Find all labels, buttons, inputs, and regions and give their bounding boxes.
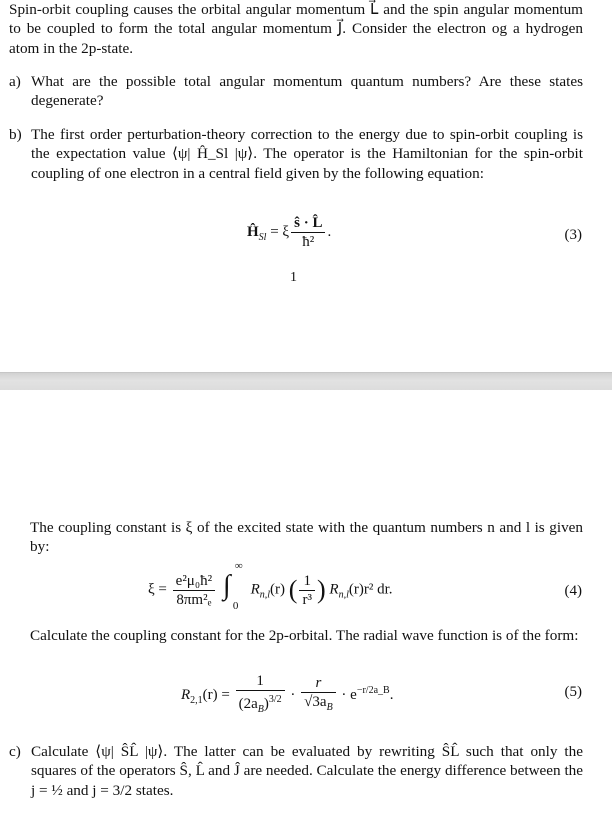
integral-sign: ∫ [222, 570, 231, 601]
eq5-fraction-2-numerator: r [301, 674, 336, 693]
page-2 [0, 390, 612, 813]
eq5-lhs-arg: (r) = [202, 686, 230, 703]
page-number: 1 [290, 270, 297, 285]
equation-5 [181, 672, 393, 719]
eq5-exponent: −r/2a_B [356, 684, 390, 696]
eq5-dot-1: · [290, 686, 296, 703]
eq4-prefactor-denominator: 8πm²ₑ [176, 591, 212, 608]
equation-4: ξ = $\frac{\text{e²μ₀ħ²}}{\text{8πm²ₑ}}$ ∫ ∞ 0 $R_{n,l}(r)$ ( $\frac{1}{\text{r³}}$ ) $R_{n,l}(r)r^2$ dr. [148, 560, 393, 612]
eq5-fraction-2-denominator: $√3a_B$ [304, 694, 333, 713]
eq3-fraction [291, 214, 325, 251]
eq4-radial-2-arg: (r)r² dr. [348, 581, 393, 598]
question-b-label: b) [9, 126, 22, 143]
eq4-radial-1-arg: (r) [270, 581, 286, 598]
eq4-inverse-cube [299, 572, 315, 609]
question-b-text: The first order perturbation-theory correction to the energy due to spin-orbit coupling is the expectation value ⟨ψ| Ĥ_Sl |ψ⟩. The operator is the Hamiltonian for the spin-orbit coupling of one electron in a central field given by the following equation: [31, 126, 583, 182]
eq5-lhs: R [181, 686, 191, 703]
eq4-prefactor-numerator: e²μ₀ħ² [173, 572, 215, 591]
integral-upper-limit: ∞ [234, 560, 243, 572]
question-c [9, 742, 583, 800]
eq3-lhs: Ĥ [247, 223, 259, 240]
eq5-fraction-1-numerator: 1 [236, 672, 285, 691]
eq3-numerator: ŝ · L̂ [291, 214, 325, 233]
eq4-radial-2-sub: n,l [338, 589, 349, 601]
eq5-fraction-1-denominator: $(2a_B)^{3/2}$ [238, 694, 282, 715]
eq5-lhs-sub: 2,1 [190, 694, 203, 706]
calc-paragraph: Calculate the coupling constant for the 2p-orbital. The radial wave function is of the form: [30, 627, 579, 644]
eq4-lhs: ξ = [148, 581, 167, 598]
equation-3 [247, 214, 331, 251]
question-a-text: What are the possible total angular momentum quantum numbers? Are these states degenerate? [31, 73, 583, 110]
eq3-denominator: ħ² [302, 234, 315, 250]
eq3-equals: = ξ [266, 223, 290, 240]
eq4-integral [221, 560, 247, 612]
eq3-period: . [327, 223, 332, 240]
question-a [9, 72, 583, 111]
question-c-label: c) [9, 743, 21, 760]
eq4-radial-1-sub: n,l [259, 589, 271, 601]
equation-4-number: (4) [564, 583, 582, 599]
eq4-prefactor [173, 572, 215, 609]
question-a-label: a) [9, 73, 21, 90]
eq4-radial-1: R [250, 581, 260, 598]
eq4-radial-2: R [329, 581, 339, 598]
page-1 [0, 0, 612, 372]
eq5-exponential: · e [341, 686, 357, 703]
coupling-paragraph: The coupling constant is ξ of the excited state with the quantum numbers n and l is given by: [30, 519, 583, 556]
eq5-period: . [389, 686, 394, 703]
eq3-lhs-sub: Sl [258, 231, 267, 243]
equation-5-number: (5) [564, 684, 582, 700]
eq5-fraction-2 [301, 674, 336, 717]
equation-3-number: (3) [564, 227, 582, 243]
question-c-text: Calculate ⟨ψ| ŜL̂ |ψ⟩. The latter can be evaluated by rewriting ŜL̂ such that only the squares of the operators Ŝ, L̂ and Ĵ are needed. Calculate the energy difference between the j = ½ and j = 3/2 states. [31, 743, 583, 799]
intro-paragraph: Spin-orbit coupling causes the orbital angular momentum L⃗ and the spin angular momentum to be coupled to form the total angular momentum J⃗. Consider the electron og a hydrogen atom in the 2p-state. [9, 1, 583, 57]
integral-lower-limit: 0 [232, 600, 239, 612]
eq5-fraction-1 [236, 672, 285, 719]
page-separator [0, 372, 612, 392]
eq4-inverse-numerator: 1 [299, 572, 315, 591]
question-b [9, 125, 583, 183]
eq4-inverse-denominator: r³ [302, 591, 312, 608]
